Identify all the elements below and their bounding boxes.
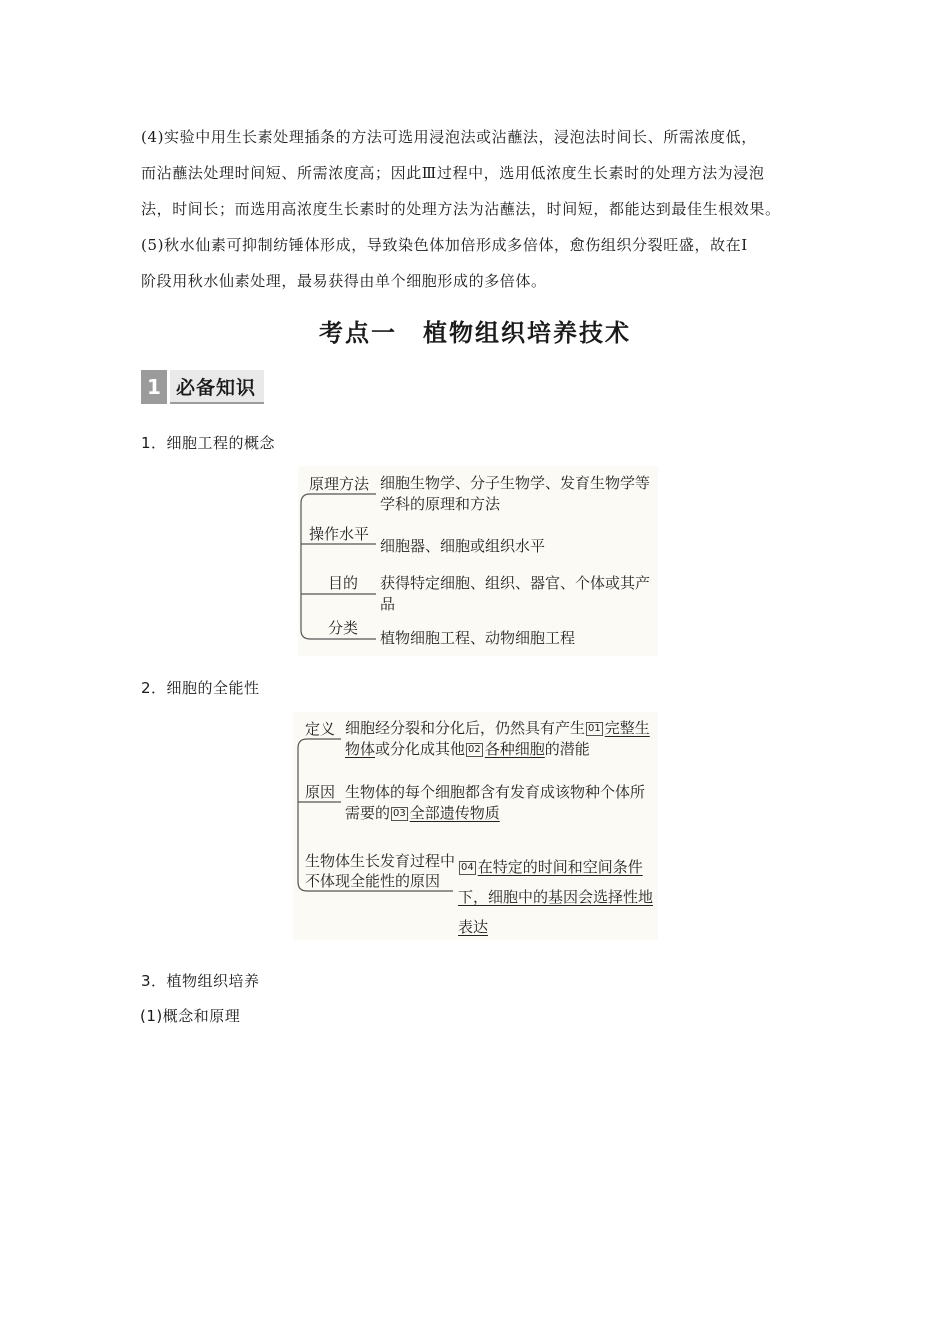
answer-paragraphs — [141, 119, 831, 299]
paragraph-line-1: (4)实验中用生长素处理插条的方法可选用浸泡法或沾蘸法，浸泡法时间长、所需浓度低， — [141, 128, 757, 146]
blank-answer-genetic-material: 全部遗传物质 — [409, 804, 500, 822]
paragraph-line-3: 法，时间长；而选用高浓度生长素时的处理方法为沾蘸法，时间短，都能达到最佳生根效果。 — [141, 200, 781, 218]
definition-pre: 细胞经分裂和分化后，仍然具有产生 — [345, 719, 586, 737]
diagram2-label-nonexpression: 不体现全能性的原因 — [305, 872, 441, 890]
section-badge-label: 必备知识 — [170, 370, 264, 404]
diagram2-reason-text — [345, 782, 657, 824]
totipotency-diagram — [293, 712, 658, 940]
page-title: 考点一 植物组织培养技术 — [319, 319, 631, 347]
diagram1-text-purpose: 获得特定细胞、组织、器官、个体或其产品 — [380, 574, 651, 613]
diagram2-definition-text — [345, 718, 657, 760]
diagram2-label-definition: 定义 — [305, 720, 336, 738]
paragraph-line-5: 阶段用秋水仙素处理，最易获得由单个细胞形成的多倍体。 — [141, 272, 547, 290]
reason-pre: 生物体的每个细胞都含有发育成该物种个体所需要的 — [345, 783, 646, 822]
diagram1-text-level: 细胞器、细胞或组织水平 — [380, 537, 546, 555]
paragraph-line-2: 而沾蘸法处理时间短、所需浓度高；因此Ⅲ过程中，选用低浓度生长素时的处理方法为浸泡 — [141, 164, 765, 182]
definition-post: 的潜能 — [544, 740, 590, 758]
diagram2-nonexpression-text — [458, 852, 654, 942]
diagram1-label-category: 分类 — [328, 619, 359, 637]
blank-answer-selective-expression: 在特定的时间和空间条件下，细胞中的基因会选择性地表达 — [458, 858, 654, 936]
blank-number-01: 01 — [588, 723, 601, 734]
blank-answer-various-cells: 各种细胞 — [484, 740, 545, 758]
definition-mid: 或分化成其他 — [375, 740, 466, 758]
diagram2-label-growth: 生物体生长发育过程中 — [305, 852, 456, 870]
section-badge — [141, 370, 264, 404]
blank-number-02: 02 — [468, 744, 481, 755]
section-badge-number: 1 — [141, 370, 167, 404]
heading-cell-engineering: 1．细胞工程的概念 — [141, 434, 276, 452]
diagram1-label-purpose: 目的 — [328, 574, 359, 592]
blank-number-03: 03 — [393, 808, 406, 819]
cell-engineering-diagram — [298, 466, 658, 656]
blank-number-04: 04 — [461, 862, 474, 873]
diagram1-label-level: 操作水平 — [309, 525, 370, 543]
paragraph-line-4: (5)秋水仙素可抑制纺锤体形成，导致染色体加倍形成多倍体，愈伤组织分裂旺盛，故在Ⅰ — [141, 236, 748, 254]
diagram1-text-principle: 细胞生物学、分子生物学、发育生物学等学科的原理和方法 — [380, 474, 651, 513]
diagram2-label-reason: 原因 — [305, 783, 336, 801]
diagram1-text-category: 植物细胞工程、动物细胞工程 — [380, 629, 576, 647]
blank-answer-complete-organism: 完整生物体 — [345, 719, 650, 758]
subheading-concept-principle: (1)概念和原理 — [140, 1007, 241, 1025]
diagram1-label-principle: 原理方法 — [309, 475, 370, 493]
heading-plant-tissue-culture: 3．植物组织培养 — [141, 972, 260, 990]
heading-totipotency: 2．细胞的全能性 — [141, 679, 260, 697]
